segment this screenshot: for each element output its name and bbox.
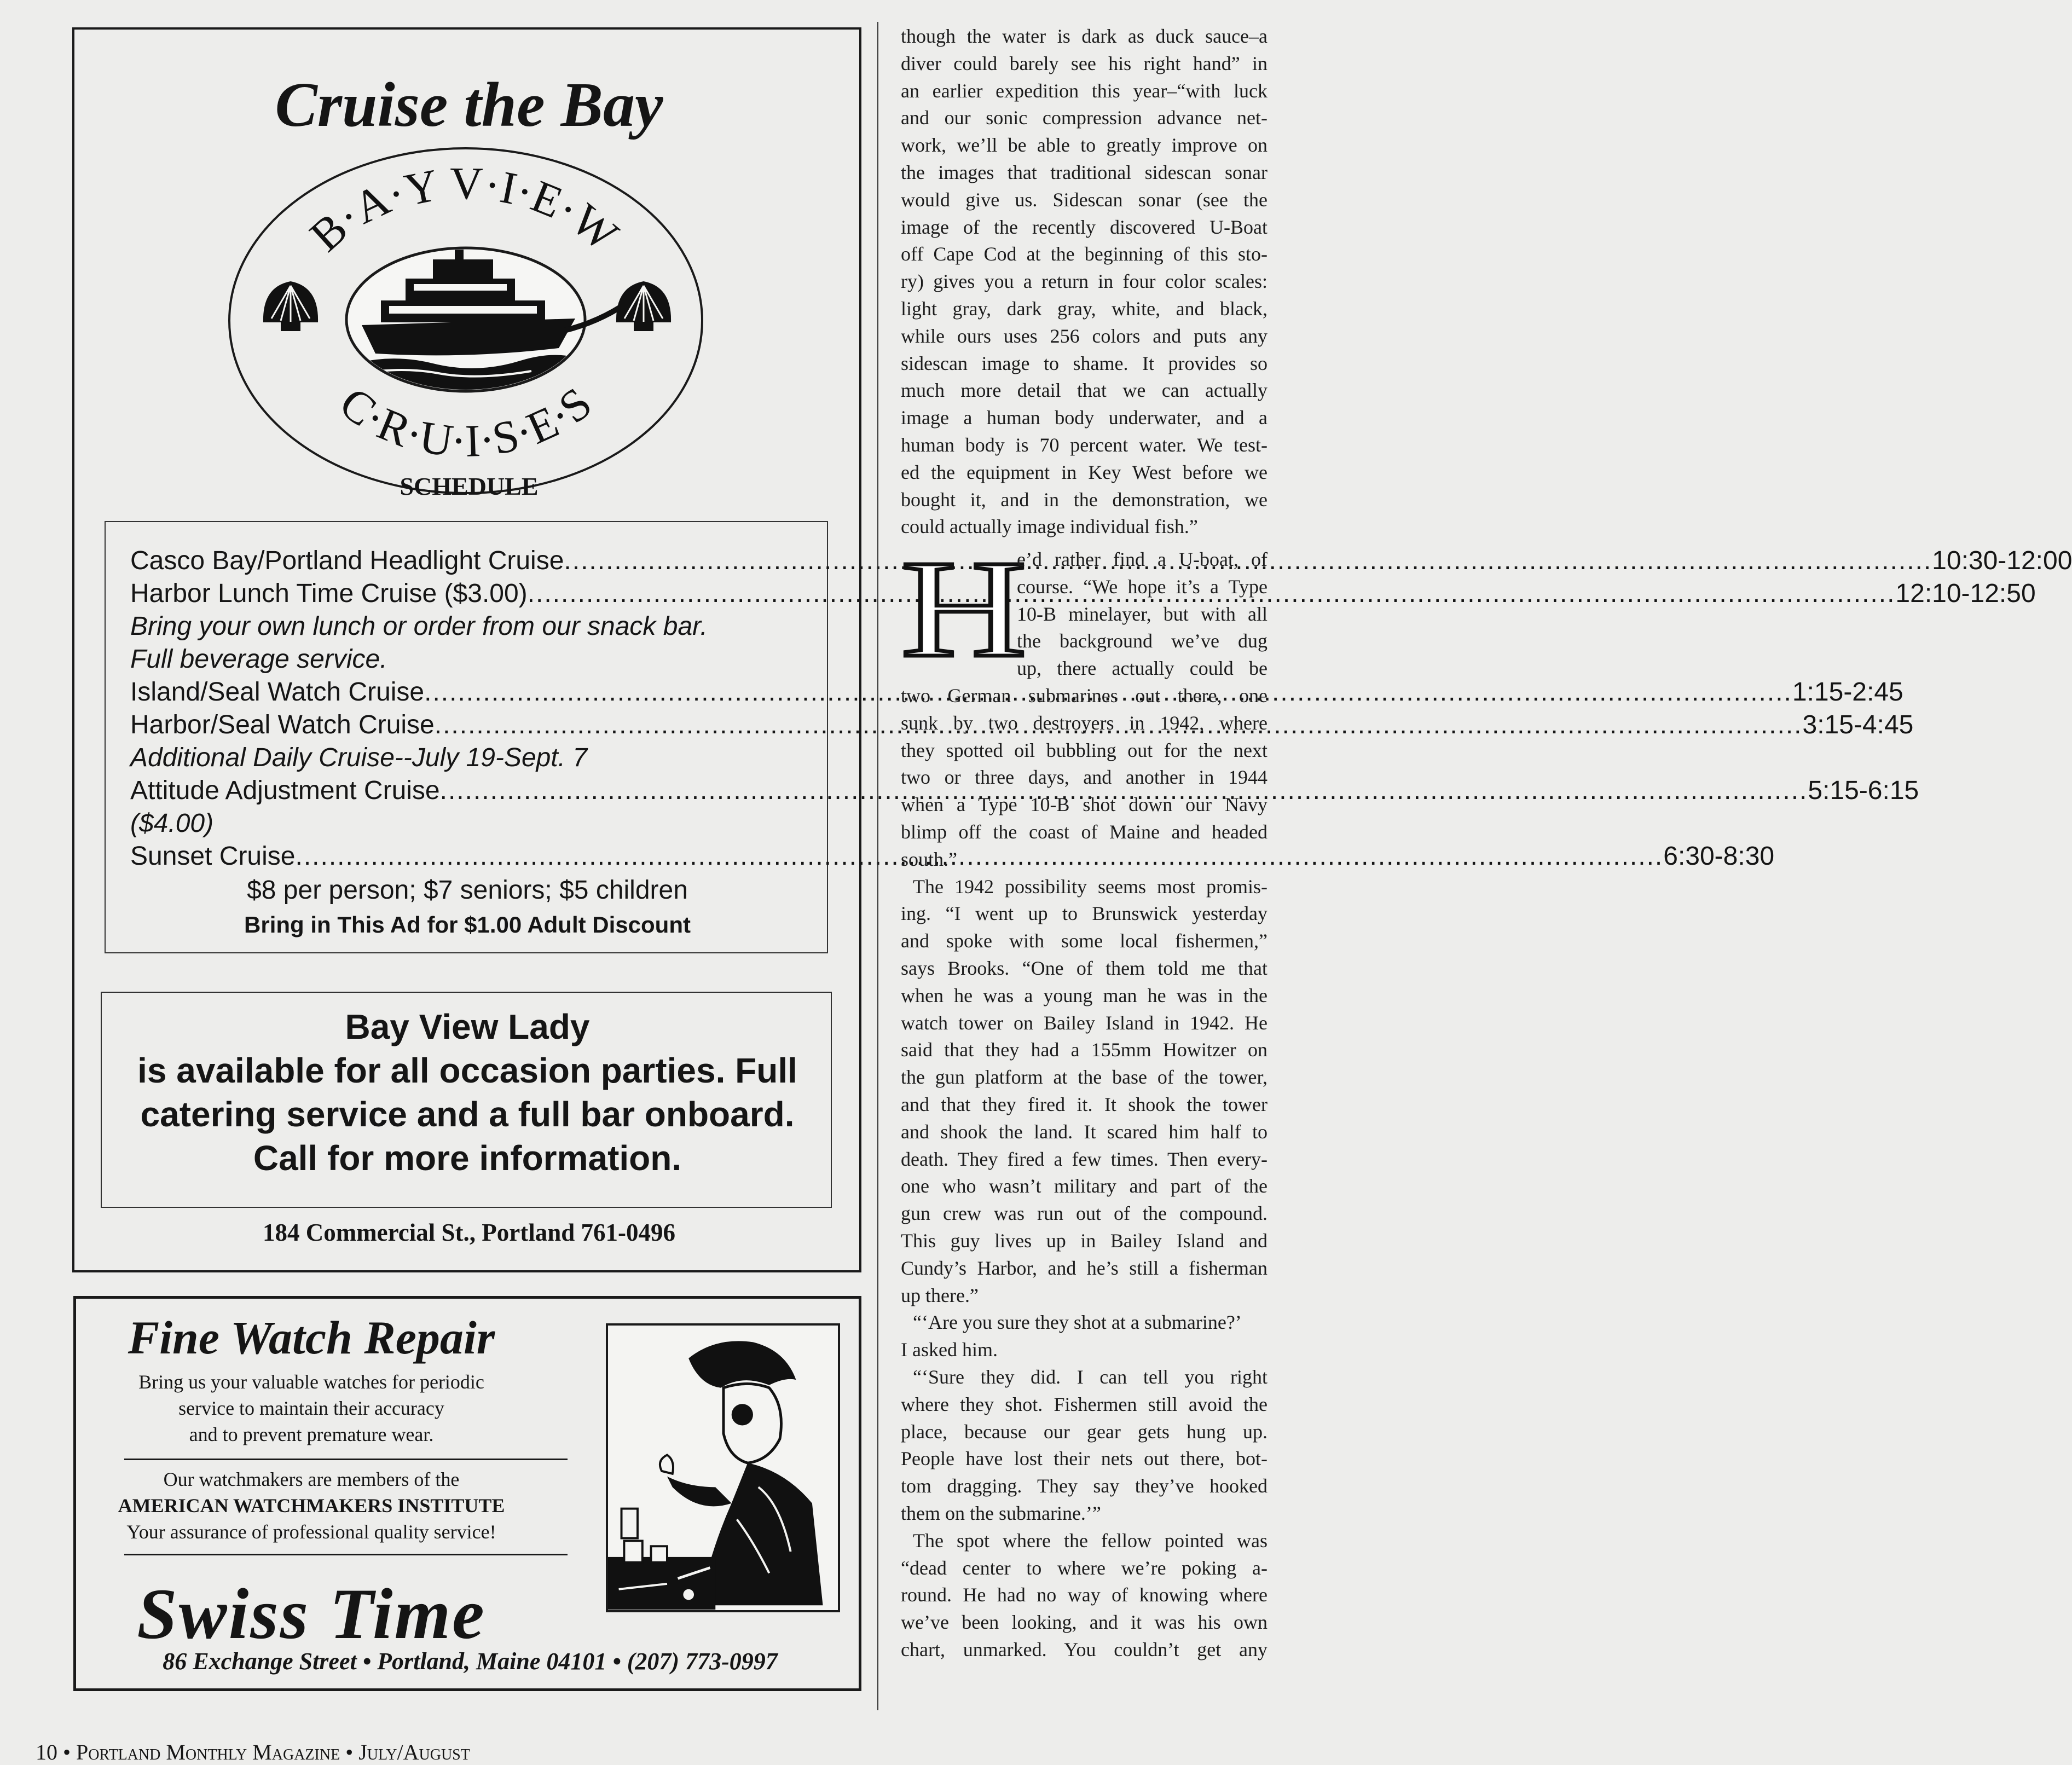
text-line: course. “We hope it’s a Type bbox=[1017, 575, 1267, 598]
text-line: The 1942 possibility seems most promis- bbox=[913, 875, 1267, 898]
text-line: place, because our gear gets hung up. bbox=[901, 1420, 1267, 1443]
text-line: when he was a young man he was in the bbox=[901, 984, 1267, 1006]
text-line: said that they had a 155mm Howitzer on bbox=[901, 1039, 1267, 1061]
text-line: where they shot. Fishermen still avoid the bbox=[901, 1393, 1267, 1415]
swiss-intro-line: service to maintain their accuracy bbox=[178, 1397, 444, 1419]
text-line: gun crew was run out of the compound. bbox=[901, 1202, 1267, 1225]
party-info-box bbox=[101, 992, 832, 1208]
logo-arc-top: B·A·Y V·I·E·W bbox=[300, 158, 628, 262]
text-line: bought it, and in the demonstration, we bbox=[901, 488, 1267, 511]
text-line: blimp off the coast of Maine and headed bbox=[901, 821, 1267, 843]
text-line: two or three days, and another in 1944 bbox=[901, 766, 1267, 789]
text-line: death. They fired a few times. Then every- bbox=[901, 1148, 1267, 1170]
text-line: south.” bbox=[901, 848, 957, 870]
text-line: off Cape Cod at the beginning of this sto- bbox=[901, 243, 1267, 265]
article-text bbox=[901, 23, 1267, 1731]
swiss-intro-line: and to prevent premature wear. bbox=[189, 1423, 434, 1445]
text-line: and shook the land. It scared him half to bbox=[901, 1120, 1267, 1143]
schedule-entry: Casco Bay/Portland Headlight Cruise ..... 10:30-12:00 bbox=[130, 544, 792, 578]
text-line: and that they fired it. It shook the tower bbox=[901, 1093, 1267, 1115]
text-line: e’d rather find a U-boat, of bbox=[1017, 548, 1267, 570]
text-line: when a Type 10-B shot down our Navy bbox=[901, 794, 1267, 816]
text-line: they spotted oil bubbling out for the next bbox=[901, 739, 1267, 761]
bullet-separator: • bbox=[345, 1740, 359, 1764]
text-line: “‘Sure they did. I can tell you right bbox=[913, 1366, 1267, 1388]
text-line: “‘Are you sure they shot at a submarine?’ bbox=[913, 1311, 1242, 1334]
swiss-members-line: Your assurance of professional quality service! bbox=[126, 1521, 496, 1543]
text-line: light gray, dark gray, white, and black, bbox=[901, 298, 1267, 320]
text-line: up there.” bbox=[901, 1284, 979, 1306]
page-number: 10 bbox=[36, 1740, 57, 1764]
drop-cap: H bbox=[901, 532, 1027, 686]
text-line: I asked him. bbox=[901, 1339, 998, 1361]
swiss-headline: Fine Watch Repair bbox=[128, 1311, 495, 1364]
text-line: we’ve been looking, and it was his own bbox=[901, 1611, 1267, 1634]
text-line: the images that traditional sidescan sonar bbox=[901, 161, 1267, 183]
text-line: ing. “I went up to Brunswick yesterday bbox=[901, 902, 1267, 925]
text-line: them on the submarine.’” bbox=[901, 1502, 1101, 1524]
schedule-note: Bring your own lunch or order from our snack bar. bbox=[130, 612, 708, 641]
discount-line: Bring in This Ad for $1.00 Adult Discount bbox=[244, 912, 691, 938]
swiss-address: 86 Exchange Street • Portland, Maine 04101 • (207) 773-0997 bbox=[163, 1648, 778, 1675]
watchmaker-illustration bbox=[606, 1323, 840, 1612]
text-line: could actually image individual fish.” bbox=[901, 516, 1198, 538]
text-line: the gun platform at the base of the tower, bbox=[901, 1066, 1267, 1089]
text-line: an earlier expedition this year–“with luck bbox=[901, 79, 1267, 102]
pricing-line: $8 per person; $7 seniors; $5 children bbox=[247, 876, 688, 905]
schedule-note: ($4.00) bbox=[130, 809, 214, 838]
text-line: sidescan image to shame. It provides so bbox=[901, 352, 1267, 374]
party-line: is available for all occasion parties. Full bbox=[137, 1051, 797, 1090]
page-footer bbox=[36, 1739, 470, 1765]
bay-view-cruises-logo bbox=[225, 144, 707, 497]
schedule-note: Full beverage service. bbox=[130, 645, 387, 674]
swiss-members-line: Our watchmakers are members of the bbox=[163, 1468, 460, 1490]
scallop-shell-icon-left bbox=[263, 281, 318, 331]
swiss-time-ad bbox=[73, 1296, 861, 1691]
ad-headline: Cruise the Bay bbox=[275, 70, 663, 140]
swiss-members-line: AMERICAN WATCHMAKERS INSTITUTE bbox=[118, 1495, 505, 1517]
text-line: and spoke with some local fishermen,” bbox=[901, 930, 1267, 952]
text-line: says Brooks. “One of them told me that bbox=[901, 957, 1267, 979]
schedule-note: Additional Daily Cruise--July 19-Sept. 7 bbox=[130, 743, 588, 772]
schedule-entry: Island/Seal Watch Cruise ..... 1:15-2:45 bbox=[130, 675, 792, 709]
text-line: two German submarines out there, one bbox=[901, 685, 1267, 707]
bullet-separator: • bbox=[63, 1740, 77, 1764]
party-line: Call for more information. bbox=[253, 1138, 682, 1178]
schedule-entry: Harbor Lunch Time Cruise ($3.00) ..... 12:10-12:50 bbox=[130, 577, 792, 611]
text-line: watch tower on Bailey Island in 1942. He bbox=[901, 1011, 1267, 1034]
issue-date: July/August bbox=[358, 1740, 470, 1764]
swiss-time-logo: Swiss Time bbox=[137, 1573, 486, 1654]
text-line: would give us. Sidescan sonar (see the bbox=[901, 188, 1267, 211]
bayview-address: 184 Commercial St., Portland 761-0496 bbox=[262, 1219, 676, 1246]
text-line: “dead center to where we’re poking a- bbox=[901, 1556, 1267, 1579]
swiss-intro-line: Bring us your valuable watches for periodic bbox=[138, 1371, 484, 1393]
text-line: ry) gives you a return in four color scales: bbox=[901, 270, 1267, 293]
text-line: image of the recently discovered U-Boat bbox=[901, 216, 1267, 238]
text-line: much more detail that we can actually bbox=[901, 379, 1267, 402]
party-line: Bay View Lady bbox=[345, 1007, 590, 1046]
magazine-name: Portland Monthly Magazine bbox=[76, 1740, 340, 1764]
scallop-shell-icon-right bbox=[616, 281, 671, 331]
text-line: and our sonic compression advance net- bbox=[901, 107, 1267, 129]
text-line: round. He had no way of knowing where bbox=[901, 1584, 1267, 1606]
text-line: This guy lives up in Bailey Island and bbox=[901, 1230, 1267, 1252]
text-line: though the water is dark as duck sauce–a bbox=[901, 25, 1267, 47]
text-line: People have lost their nets out there, bot- bbox=[901, 1448, 1267, 1470]
divider bbox=[124, 1554, 568, 1555]
text-line: human body is 70 percent water. We test- bbox=[901, 434, 1267, 456]
text-line: sunk by two destroyers in 1942, where bbox=[901, 711, 1267, 734]
divider bbox=[124, 1459, 568, 1460]
text-line: 10-B minelayer, but with all bbox=[1017, 603, 1267, 625]
text-line: work, we’ll be able to greatly improve on bbox=[901, 134, 1267, 157]
column-divider bbox=[877, 22, 878, 1710]
logo-arc-bottom: C·R·U·I·S·E·S bbox=[330, 377, 601, 467]
text-line: chart, unmarked. You couldn’t get any bbox=[901, 1639, 1267, 1660]
text-line: diver could barely see his right hand” in bbox=[901, 52, 1267, 74]
party-line: catering service and a full bar onboard. bbox=[140, 1095, 795, 1134]
text-line: The spot where the fellow pointed was bbox=[913, 1529, 1267, 1552]
text-line: up, there actually could be bbox=[1017, 657, 1267, 680]
text-line: the background we’ve dug bbox=[1017, 630, 1267, 652]
text-line: one who wasn’t military and part of the bbox=[901, 1175, 1267, 1197]
schedule-entry: Attitude Adjustment Cruise ..... 5:15-6:15 bbox=[130, 774, 792, 808]
text-line: ed the equipment in Key West before we bbox=[901, 461, 1267, 483]
schedule-entry: Sunset Cruise ..... 6:30-8:30 bbox=[130, 840, 792, 873]
text-line: image a human body underwater, and a bbox=[901, 407, 1267, 429]
schedule-entry: Harbor/Seal Watch Cruise ..... 3:15-4:45 bbox=[130, 708, 792, 742]
schedule-heading: SCHEDULE bbox=[400, 472, 539, 500]
text-line: Cundy’s Harbor, and he’s still a fisherman bbox=[901, 1257, 1267, 1279]
text-line: tom dragging. They say they’ve hooked bbox=[901, 1475, 1267, 1497]
text-line: while ours uses 256 colors and puts any bbox=[901, 325, 1267, 347]
